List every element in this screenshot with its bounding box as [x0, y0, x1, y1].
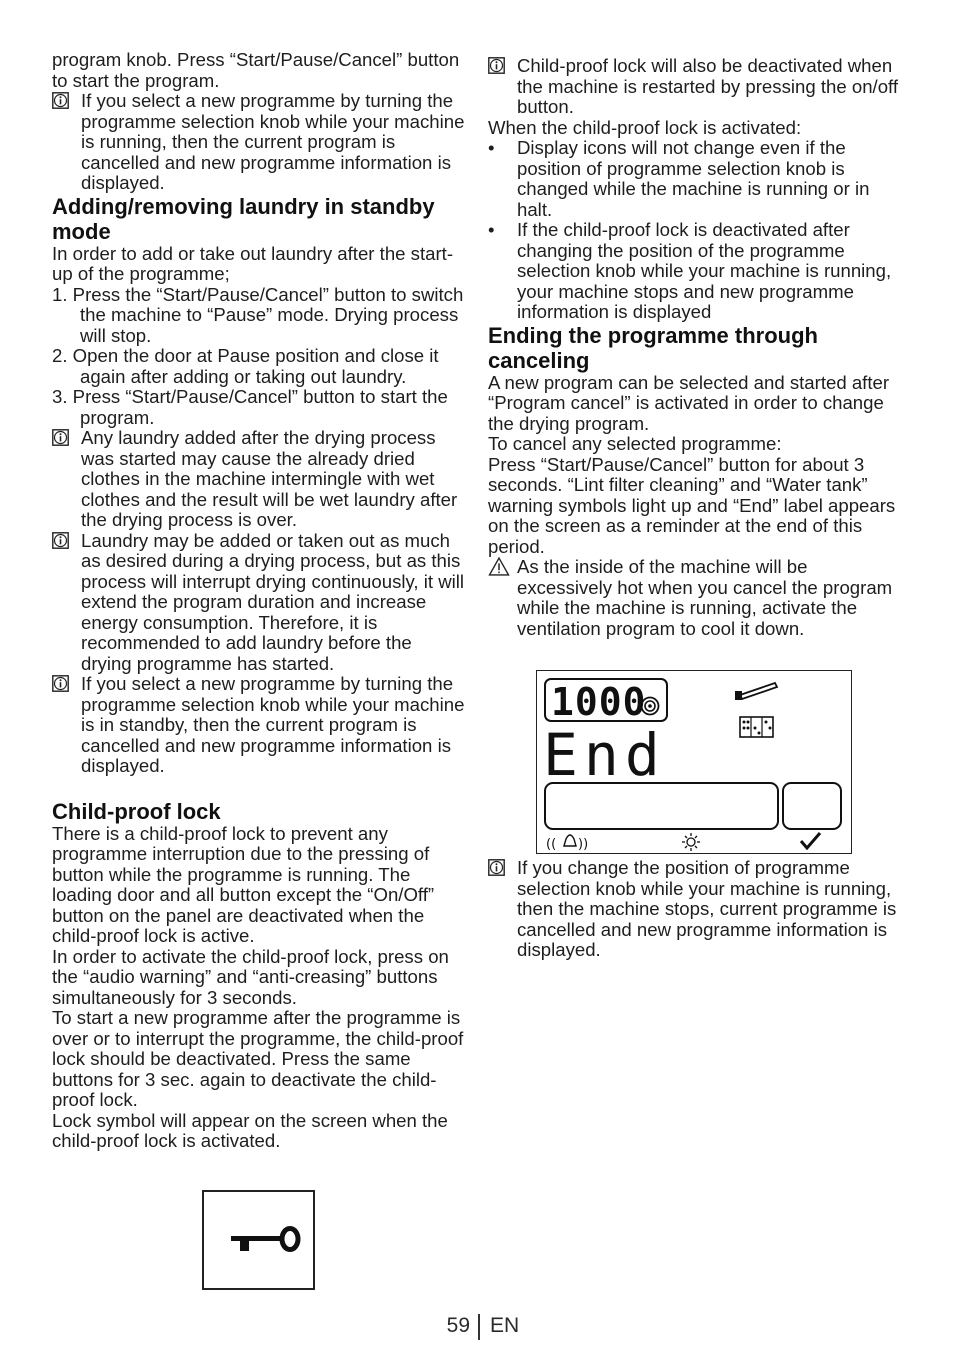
canceling-paragraph: A new program can be selected and started after “Program cancel” is activated in order to change the drying program. — [488, 371, 890, 434]
key-lock-icon — [204, 1192, 313, 1288]
warning-triangle-icon — [488, 557, 510, 576]
svg-text:)): )) — [578, 837, 589, 852]
when-activated-text: When the child-proof lock is activated: — [488, 116, 802, 138]
standby-note — [52, 428, 466, 531]
warning-note — [488, 557, 902, 639]
info-icon — [52, 92, 69, 109]
page-number: 59 — [446, 1314, 470, 1337]
language-code: EN — [490, 1314, 520, 1337]
note-new-programme-running — [52, 91, 466, 194]
standby-note — [52, 674, 466, 777]
standby-intro: In order to add or take out laundry after the start-up of the programme; — [52, 242, 454, 284]
note-text: If you select a new programme by turning the programme selection knob while your machine is in standby, then the current program is cancelled and new programme information is displayed. — [81, 673, 465, 776]
note-text: Child-proof lock will also be deactivated when the machine is restarted by pressing the on/off button. — [517, 55, 899, 117]
note-text: Laundry may be added or taken out as much as desired during a drying process, but as this process will interrupt drying continuously, it will extend the program duration and increase energy consumption. Therefore, it is recommended to add laundry before the drying programme has started. — [81, 529, 465, 674]
list-item-text: If the child-proof lock is deactivated after changing the position of the programme selection knob while your machine is running, your machine stops and new programme information is displayed — [517, 219, 892, 322]
checkmark-icon — [801, 833, 820, 848]
intro-paragraph: program knob. Press “Start/Pause/Cancel” button to start the program. — [52, 49, 460, 91]
warning-text: As the inside of the machine will be excessively hot when you cancel the program while the machine is running, activate the ventilation program to cool it down. — [517, 556, 893, 639]
list-item — [488, 220, 902, 323]
standby-heading: Adding/removing laundry in standby mode — [52, 193, 435, 244]
standby-step: 3. Press “Start/Pause/Cancel” button to start the program. — [52, 386, 448, 428]
note-restart — [488, 56, 902, 118]
right-column-bottom — [488, 858, 902, 961]
list-item-text: Display icons will not change even if the position of programme selection knob is changed while the machine is running or in halt. — [517, 137, 870, 220]
child-lock-paragraph: In order to activate the child-proof lock, press on the “audio warning” and “anti-creasing” buttons simultaneously for 3 seconds. — [52, 945, 449, 1008]
child-lock-paragraph: There is a child-proof lock to prevent any programme interruption due to the pressing of button while the programme is running. The loading door and all button except the “On/Off” button on the panel are deactivated when the child-proof lock is active. — [52, 822, 435, 946]
child-lock-paragraph: To start a new programme after the programme is over or to interrupt the programme, the child-proof lock should be deactivated. Press the same buttons for 3 sec. again to deactivate the child-proof lock. — [52, 1007, 464, 1110]
note-text: If you select a new programme by turning the programme selection knob while your machine is running, then the current program is cancelled and new programme information is displayed. — [81, 90, 465, 193]
list-item — [488, 138, 902, 220]
canceling-heading: Ending the programme through canceling — [488, 322, 818, 373]
anti-creasing-icon — [682, 833, 700, 851]
water-tank-icon — [740, 717, 773, 737]
lint-filter-icon — [735, 683, 777, 700]
canceling-paragraph: Press “Start/Pause/Cancel” button for about 3 seconds. “Lint filter cleaning” and “Water tank” warning symbols light up and “End” label appears on the screen as a reminder at the end of this period. — [488, 453, 896, 557]
standby-note — [52, 531, 466, 675]
svg-text:((: (( — [546, 837, 557, 852]
right-column — [488, 56, 902, 639]
display-end-label: End — [543, 721, 666, 789]
note-text: If you change the position of programme selection knob while your machine is running, then the machine stops, current programme is cancelled and new programme information is displayed. — [517, 857, 897, 960]
note-change-position — [488, 858, 902, 961]
audio-warning-icon — [546, 835, 588, 852]
info-icon — [52, 429, 69, 446]
info-icon — [52, 532, 69, 549]
display-panel-drawing — [537, 671, 850, 852]
bullet-dot: • — [488, 219, 495, 240]
info-icon — [488, 859, 505, 876]
standby-step: 1. Press the “Start/Pause/Cancel” button to switch the machine to “Pause” mode. Drying process will stop. — [52, 283, 464, 346]
footer-divider — [478, 1314, 480, 1340]
lock-symbol-figure — [202, 1190, 315, 1290]
info-icon — [52, 675, 69, 692]
display-panel-figure — [536, 670, 852, 854]
left-column — [52, 50, 466, 1152]
child-lock-paragraph: Lock symbol will appear on the screen when the child-proof lock is activated. — [52, 1109, 448, 1151]
bullet-dot: • — [488, 137, 495, 158]
child-lock-heading: Child-proof lock — [52, 798, 221, 824]
standby-step: 2. Open the door at Pause position and close it again after adding or taking out laundry. — [52, 345, 439, 387]
note-text: Any laundry added after the drying process was started may cause the already dried clothes in the machine intermingle with wet clothes and the result will be wet laundry after the drying process is over. — [81, 427, 458, 530]
info-icon — [488, 57, 505, 74]
display-digits: 1000 — [551, 680, 647, 724]
canceling-paragraph: To cancel any selected programme: — [488, 433, 782, 454]
